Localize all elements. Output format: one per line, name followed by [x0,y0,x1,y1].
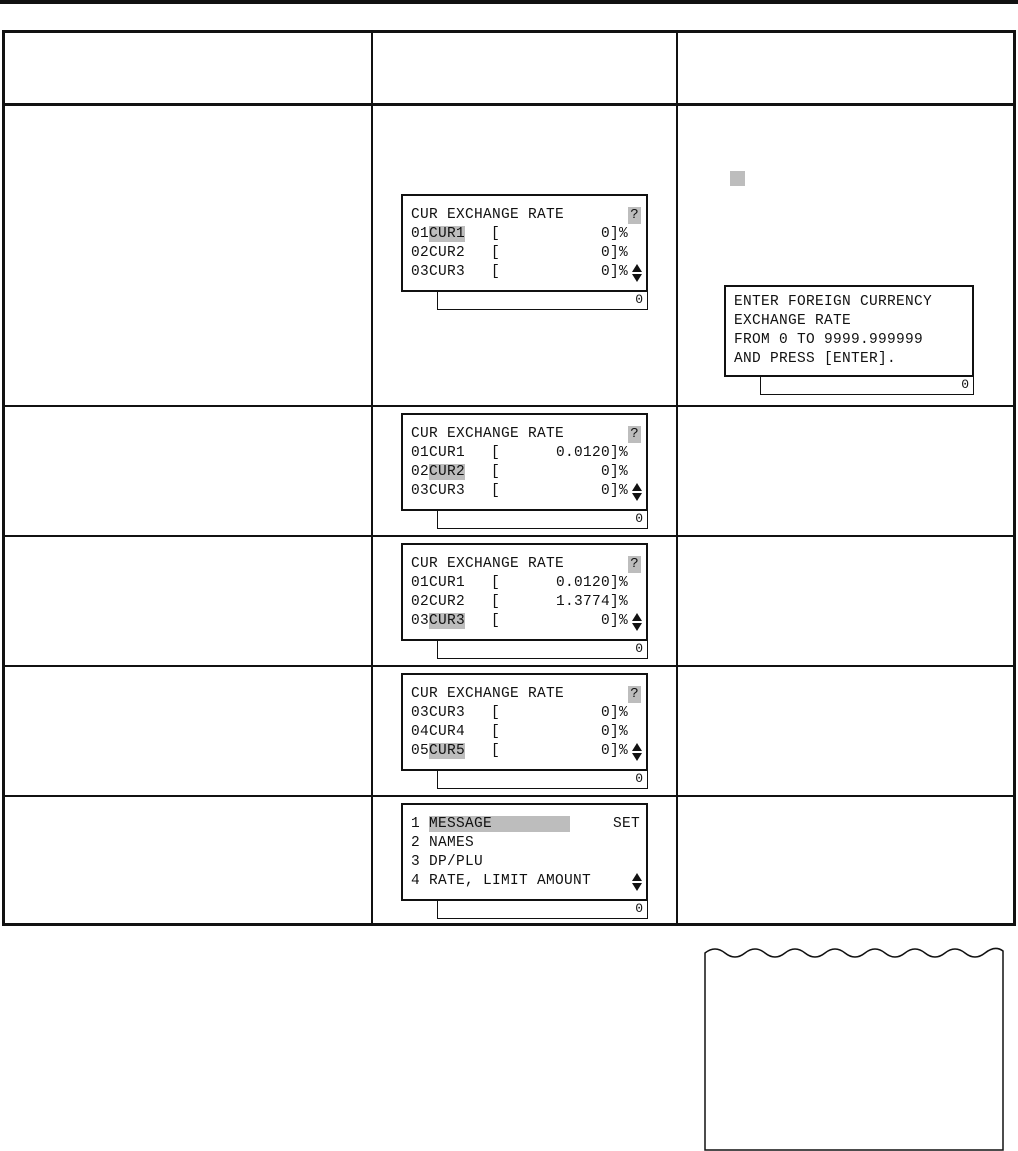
lcd-row: 02CUR2 [411,464,466,480]
menu-item-names: 2 NAMES [411,835,475,851]
help-line: EXCHANGE RATE [734,313,852,329]
row-divider [5,535,1013,537]
lcd-counter: 0 [437,641,648,659]
rate-value: 0]% [600,724,628,740]
lcd-screen-2 [401,413,648,511]
scroll-arrows-icon [632,742,642,762]
rate-value: 1.3774]% [555,594,628,610]
lcd-row: 03CUR3 [411,613,466,629]
header-rule [5,103,1013,106]
lcd-counter: 0 [437,771,648,789]
lcd-counter: 0 [437,292,648,310]
rate-value: 0]% [600,264,628,280]
lcd-help-screen [724,285,974,377]
help-icon: ? [628,556,641,573]
lcd-row: 05CUR5 [411,743,466,759]
bracket-open: [ [491,464,501,480]
lcd-row: 01CUR1 [411,575,466,591]
lcd-row: 03CUR3 [411,483,466,499]
lcd-row: 02CUR2 [411,594,466,610]
help-line: AND PRESS [ENTER]. [734,351,897,367]
rate-value: 0]% [600,483,628,499]
lcd-counter: 0 [437,511,648,529]
lcd-screen-3 [401,543,648,641]
row-divider [5,665,1013,667]
bracket-open: [ [491,264,501,280]
lcd-menu-screen [401,803,648,901]
rate-value: 0]% [600,705,628,721]
bracket-open: [ [491,226,501,242]
lcd-row: 04CUR4 [411,724,466,740]
lcd-title: CUR EXCHANGE RATE [411,207,565,223]
menu-item-dp-plu: 3 DP/PLU [411,854,484,870]
lcd-screen-1 [401,194,648,292]
lcd-row: 01CUR1 [411,445,466,461]
lcd-counter: 0 [760,377,974,395]
lcd-row: 03CUR3 [411,705,466,721]
column-divider [676,33,678,923]
bracket-open: [ [491,743,501,759]
page-top-rule [0,0,1018,4]
lcd-row: 02CUR2 [411,245,466,261]
menu-item-status: SET [612,816,640,832]
scroll-arrows-icon [632,482,642,502]
bracket-open: [ [491,483,501,499]
help-line: FROM 0 TO 9999.999999 [734,332,924,348]
help-icon: ? [628,207,641,224]
help-icon: ? [628,426,641,443]
bracket-open: [ [491,575,501,591]
bracket-open: [ [491,445,501,461]
rate-value: 0]% [600,464,628,480]
lcd-row: 01CUR1 [411,226,466,242]
lcd-counter: 0 [437,901,648,919]
rate-value: 0]% [600,226,628,242]
menu-item-message: 1 MESSAGE [411,815,570,834]
help-icon: ? [628,686,641,703]
row-divider [5,795,1013,797]
rate-value: 0]% [600,613,628,629]
row-divider [5,405,1013,407]
bracket-open: [ [491,245,501,261]
rate-value: 0.0120]% [555,575,628,591]
rate-value: 0]% [600,743,628,759]
lcd-row: 03CUR3 [411,264,466,280]
scroll-arrows-icon [632,872,642,892]
menu-item-rate-limit: 4 RATE, LIMIT AMOUNT [411,873,592,889]
lcd-title: CUR EXCHANGE RATE [411,426,565,442]
rate-value: 0.0120]% [555,445,628,461]
receipt-paper [704,945,1004,1151]
bracket-open: [ [491,613,501,629]
scroll-arrows-icon [632,263,642,283]
rate-value: 0]% [600,245,628,261]
scroll-arrows-icon [632,612,642,632]
column-divider [371,33,373,923]
bracket-open: [ [491,594,501,610]
lcd-screen-4 [401,673,648,771]
bracket-open: [ [491,724,501,740]
help-line: ENTER FOREIGN CURRENCY [734,294,933,310]
help-key-icon [730,171,745,186]
lcd-title: CUR EXCHANGE RATE [411,556,565,572]
bracket-open: [ [491,705,501,721]
lcd-title: CUR EXCHANGE RATE [411,686,565,702]
